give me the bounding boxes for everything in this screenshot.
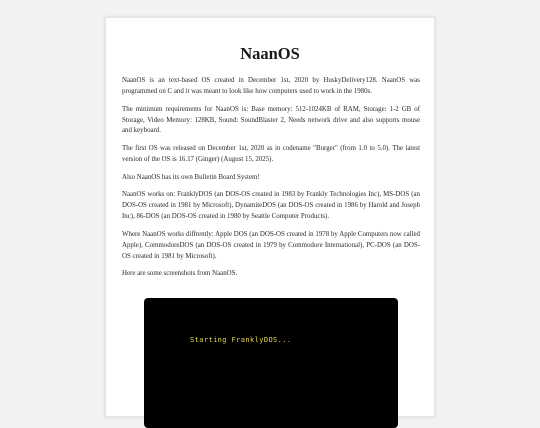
- article-body: [122, 76, 420, 287]
- paragraph-requirements: The minimum requirements for NaanOS is: Base memory: 512-1024KB of RAM, Storage: 1-2 GB of Storage, Video Memory: 128KB, Sound: SoundBlaster 2, Needs network drive and also supports mouse and keyboard.: [122, 105, 420, 135]
- page-title: NaanOS: [240, 44, 300, 63]
- paragraph-works-differently: Where NaanOS works diffrently: Apple DOS (an DOS-OS created in 1978 by Apple Computers now called Apple), CommodoreDOS (an DOS-OS created in 1979 by Commodore International), PC-DOS (an DOS-OS created in 1981 by Microsoft).: [122, 230, 420, 260]
- article-card: [105, 17, 435, 417]
- paragraph-works-on: NaanOS works on: FranklyDOS (an DOS-OS created in 1983 by Frankly Technologies Inc), MS-DOS (an DOS-OS created in 1981 by Microsoft), DynamiteDOS (an DOS-OS created in 1986 by Harold and Joseph Inc), 86-DOS (an DOS-OS created in 1980 by Seattle Computer Products).: [122, 191, 420, 221]
- boot-message: Starting FranklyDOS...: [190, 336, 292, 344]
- paragraph-bbs: Also NaanOS has its own Bulletin Board System!: [122, 173, 260, 181]
- paragraph-screenshots-intro: Here are some screenshots from NaanOS.: [122, 270, 238, 278]
- naanos-screenshot: [144, 298, 398, 428]
- paragraph-release: The first OS was released on December 1st, 2020 as in codename "Burger" (from 1.0 to 5.0). The latest version of the OS is 16.17 (Ginger) (August 15, 2025).: [122, 145, 420, 164]
- paragraph-intro: NaanOS is an text-based OS created in December 1st, 2020 by HuskyDelivery128. NaanOS was programmed on C and it was meant to look like how computers used to work in the 1980s.: [122, 77, 420, 95]
